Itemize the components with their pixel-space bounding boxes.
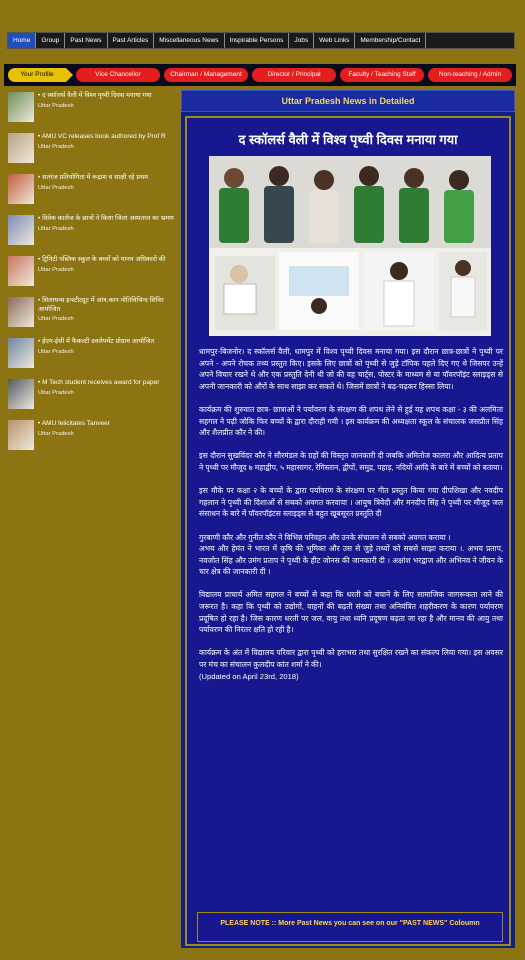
nav-inspirable-persons[interactable]: Inspirable Persons (225, 33, 290, 48)
nav-jobs[interactable]: Jobs (289, 33, 314, 48)
news-region: Uttar Pradesh (38, 102, 74, 109)
article-paragraph: कार्यक्रम की शुरुवात छात्र- छात्राओं ने पर्यावरण के संरक्षण की शपथ लेने से हुई यह शपथ कक्षा - ३ की अलमिता सहगल ने पढ़ी जोकि फिर बच्चों के द्वारा दौराही गयी । इस कार्यक्रम की अध्यक्षता स्कूल के संचालक जसप्रीत सिंह और शैलप्रीत कौर ने की। (199, 404, 503, 438)
top-navigation (7, 32, 515, 49)
your-profile-button[interactable]: Your Profile (8, 68, 66, 82)
news-thumbnail[interactable] (8, 379, 34, 409)
news-sidebar (8, 90, 178, 459)
article-paragraph: गुरबाणी कौर और गुनीत कौर ने विभिन्न परिवहन और उनके संचालन से सबको अवगत कराया । (199, 532, 451, 542)
article-updated-date: (Updated on April 23rd, 2018) (199, 671, 299, 681)
past-news-note: PLEASE NOTE :: More Past News you can see on our "PAST NEWS" Coloumn (197, 912, 503, 942)
students-photo-illustration (209, 156, 491, 336)
vice-chancellor-button[interactable]: Vice Chancellor (76, 68, 160, 82)
section-heading: Uttar Pradesh News in Detailed (181, 90, 515, 112)
news-headline-link[interactable]: • AMU felicitates Tanveer (38, 420, 110, 427)
sidebar-news-item[interactable] (8, 254, 178, 295)
article-paragraph: धामपुर-बिजनोर। द स्कॉलर्स वैली, धामपुर में विश्व पृथ्वी दिवस मनाया गया। इस दौरान छात्र-छात्रों ने पृथ्वी पर अपने - अपने रोचक तथ्य प्रस्तुत किए। इसके लिए छात्रों को पृथ्वी से जुड़े टॉपिक पहले दिए गए थे जिसपर उन्हें अपने विचार रखने थे और एक प्रस्तुति देनी थी जो की वह चार्ट्स, पोस्टर के माध्यम से या पॉवरपॉइंट स्लाइड्स से अपनी जानकारी को औरों के साथ साझा कर सकते थे। जिसमें छात्रों ने बढ़-चढ़कर हिस्सा लिया। (199, 347, 503, 391)
news-region: Uttar Pradesh (38, 316, 74, 322)
sidebar-news-item[interactable] (8, 377, 178, 418)
profile-category-bar (4, 64, 516, 86)
sidebar-news-item[interactable] (8, 131, 178, 172)
nav-miscellaneous-news[interactable]: Miscellaneous News (154, 33, 224, 48)
news-region: Uttar Pradesh (38, 184, 74, 191)
nav-membership-contact[interactable]: Membership/Contact (355, 33, 426, 48)
article-paragraph: कार्यक्रम के अंत में विद्यालय परिवार द्वारा पृथ्वी को हराभरा तथा सुरक्षित रखने का संकल्प लिया गया। इस अवसर पर मंच का संचालन कुलदीप कांत शर्मा ने की। (199, 648, 503, 670)
article-paragraph: इस मौके पर कक्षा २ के बच्चों के द्वारा पर्यावरण के संरक्षण पर गीत प्रस्तुत किया गया दीपशिखा और नवदीप गहलान ने पृथ्वी की दिशाओं से सबको अवगत करवाया । आयुष त्रिवेदी और मनदीप सिंह ने पृथ्वी पर मौजूद जल संसाधन के बारे में पॉवरपॉइंटस स्लाइड्स से बहुत खूबसूरत प्रस्तुति दी (199, 486, 503, 519)
news-thumbnail[interactable] (8, 420, 34, 450)
nav-group[interactable]: Group (36, 33, 65, 48)
article-paragraph: इस दौरान सुखविंदर कौर ने सौरमंडल के ग्रहों की विस्तृत जानकारी दी जबकि अमितोज कालरा और आदित्य प्रताप ने पृथ्वी पर मौजूद ७ महाद्वीप, ५ महासागर, रेगिस्तान, द्वीपों, समुद्र, पहाड़, नदियों आदि के बारे में बच्चों को बताया। (199, 451, 503, 472)
news-thumbnail[interactable] (8, 297, 34, 327)
article-photo-collage (209, 156, 491, 336)
nav-past-articles[interactable]: Past Articles (108, 33, 155, 48)
article-title: द स्कॉलर्स वैली में विश्व पृथ्वी दिवस मनाया गया (238, 132, 458, 147)
news-region: Uttar Pradesh (38, 348, 74, 355)
news-headline-link[interactable]: • ट्रिनिटी पब्लिक स्कूल के बच्चों को मानव अधिकारों की (38, 256, 166, 263)
news-thumbnail[interactable] (8, 133, 34, 163)
news-region: Uttar Pradesh (38, 266, 74, 273)
sidebar-news-item[interactable] (8, 90, 178, 131)
director-principal-button[interactable]: Director / Principal (252, 68, 336, 82)
news-detail-panel (181, 90, 515, 948)
sidebar-news-item[interactable] (8, 172, 178, 213)
nav-web-links[interactable]: Web Links (314, 33, 355, 48)
news-region: Uttar Pradesh (38, 143, 74, 150)
article-paragraph: अभय और हेमंत ने भारत में कृषि की भूमिका और उस से जुड़े तथ्यों को सबसे साझा कराया ।. अभय प्रताप, नवजोत सिंह और उमंग प्रताप ने पृथ्वी के हीट जोनस की जानकारी दी । अक्षांश भरद्वाज और अभिनव ने जीवन के चार क्षेत्र की जानकारी दी । (199, 544, 503, 577)
news-headline-link[interactable]: • M Tech student receives award for paper (38, 379, 160, 386)
article-box (185, 116, 511, 946)
news-thumbnail[interactable] (8, 215, 34, 245)
nav-past-news[interactable]: Past News (65, 33, 107, 48)
news-thumbnail[interactable] (8, 92, 34, 122)
news-headline-link[interactable]: • ईएम-ईसी में फैकल्टी डवलेपमेंट प्रोग्राम आयोजित (38, 338, 155, 345)
sidebar-news-item[interactable] (8, 418, 178, 459)
news-headline-link[interactable]: • द स्कॉलर्स वैली में विश्व पृथ्वी दिवस मनाया गया (38, 92, 152, 99)
news-headline-link[interactable]: • शतरंज प्रतियोगिता में रूद्राश व साक्षी रहे प्रथम (38, 174, 148, 181)
chairman-management-button[interactable]: Chairman / Management (164, 68, 248, 82)
news-thumbnail[interactable] (8, 338, 34, 368)
news-thumbnail[interactable] (8, 256, 34, 286)
article-body (199, 346, 503, 694)
news-region: Uttar Pradesh (38, 389, 74, 396)
sidebar-news-item[interactable] (8, 295, 178, 336)
news-headline-link[interactable]: • सिलायन्स इन्स्टीट्यूट में आंत्र,कान नोतिविचिन्द शिविर आयोजित (38, 297, 164, 313)
sidebar-news-item[interactable] (8, 336, 178, 377)
sidebar-news-item[interactable] (8, 213, 178, 254)
non-teaching-admin-button[interactable]: Non-teaching / Admin (428, 68, 512, 82)
news-thumbnail[interactable] (8, 174, 34, 204)
article-paragraph: विद्यालय प्राचार्य अमित सहगल ने बच्चों से कहा कि धरती को बचाने के लिए सामाजिक जागरूकता लाने की जरूरत है। कहा कि पृथ्वी को उद्योगों, वाहनों की बढ़ती संख्या तथा अनियंत्रित शहरीकरण के कारण पर्यावरण प्रदूषित हो रहा है। जिस कारण धरती पर जल, वायु तथा ध्वनि प्रदूषण बढ़ता जा रहा है और मानव की आयु तथा पर्यावरण की निरंतर क्षति हो रही है। (199, 590, 503, 635)
news-headline-link[interactable]: • AMU VC releases book authored by Prof R (38, 133, 166, 140)
faculty-teaching-staff-button[interactable]: Faculty / Teaching Staff (340, 68, 424, 82)
news-headline-link[interactable]: • विवेक कालेज के छात्रों ने किया जिला अस्पताल का भ्रमण (38, 215, 174, 222)
news-region: Uttar Pradesh (38, 430, 74, 437)
news-region: Uttar Pradesh (38, 225, 74, 232)
nav-home[interactable]: Home (8, 33, 36, 48)
